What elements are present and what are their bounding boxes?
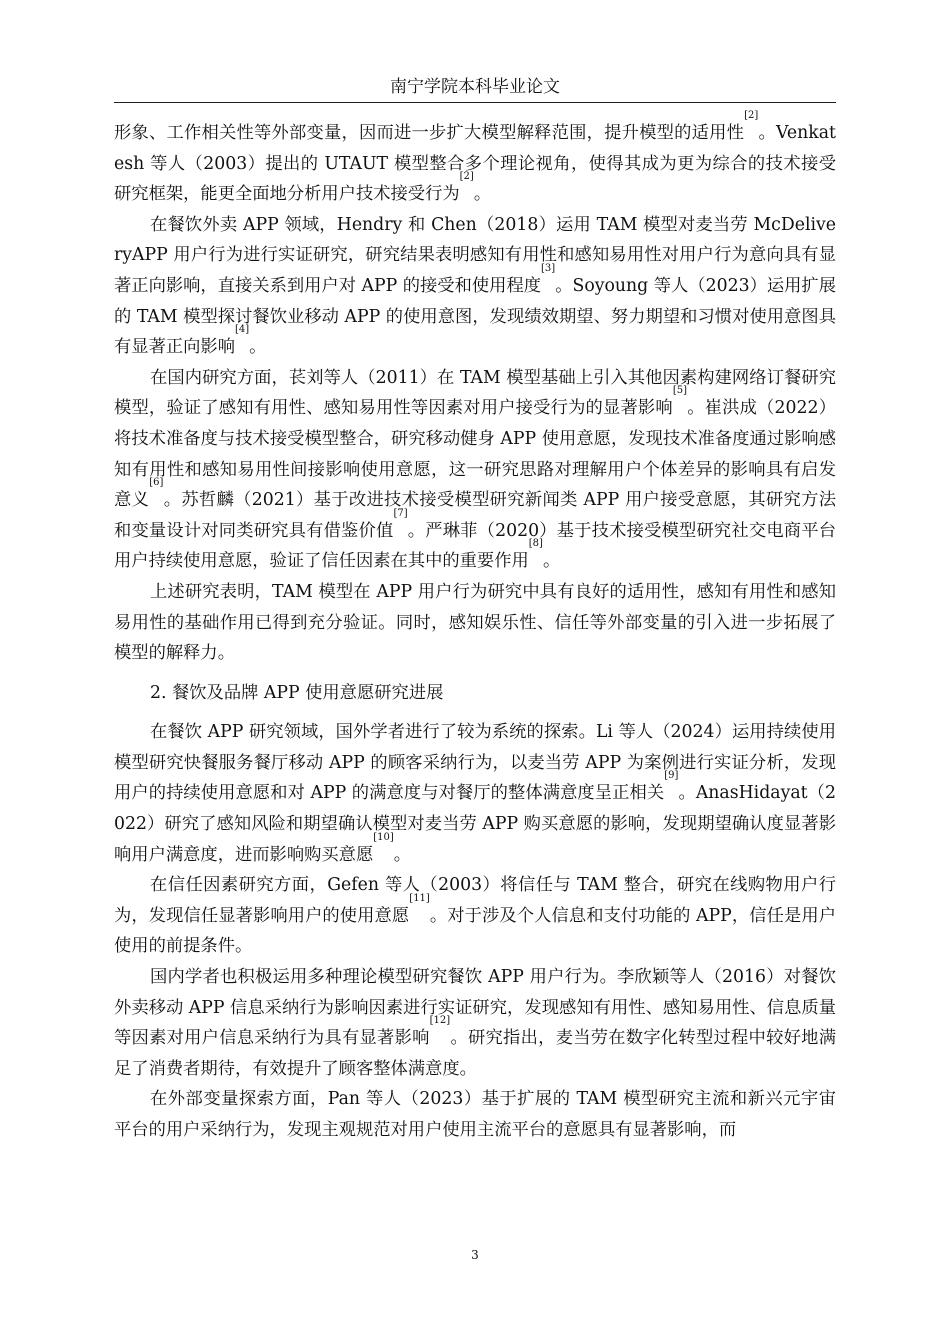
citation: [2] — [459, 171, 474, 183]
section-heading: 2. 餐饮及品牌 APP 使用意愿研究进展 — [150, 682, 444, 703]
paragraph-text: 。 — [473, 184, 492, 205]
paragraph — [114, 717, 836, 870]
citation: [9] — [664, 770, 679, 782]
citation: [11] — [409, 892, 430, 904]
paragraph-text: 在餐饮外卖 APP 领域，Hendry 和 Chen（2018）运用 TAM 模型对麦当劳 McDeliveryAPP 用户行为进行实证研究，研究结果表明感知有用性和感知易用性对用户行为意向具有显著正向影响，直接关系到用户对 APP 的接受和使用程度 — [114, 214, 836, 296]
page-header: 南宁学院本科毕业论文 — [390, 77, 560, 97]
paragraph-text: 在餐饮 APP 研究领域，国外学者进行了较为系统的探索。Li 等人（2024）运用持续使用模型研究快餐服务餐厅移动 APP 的顾客采纳行为，以麦当劳 APP 为案例进行实证分析，发现用户的持续使用意愿和对 APP 的满意度与对餐厅的整体满意度呈正相关 — [114, 722, 836, 804]
citation: [10] — [373, 831, 394, 843]
paragraph-text: 。Soyoung 等人（2023）运用扩展的 TAM 模型探讨餐饮业移动 APP 的使用意图，发现绩效期望、努力期望和习惯对使用意图具有显著正向影响 — [114, 275, 836, 358]
paragraph-text: 在信任因素研究方面，Gefen 等人（2003）将信任与 TAM 整合，研究在线购物用户行为，发现信任显著影响用户的使用意愿 — [114, 875, 836, 926]
paragraph-text: 上述研究表明，TAM 模型在 APP 用户行为研究中具有良好的适用性，感知有用性和感知易用性的基础作用已得到充分验证。同时，感知娱乐性、信任等外部变量的引入进一步拓展了模型的解释力。 — [114, 581, 836, 664]
paragraph-text: 。苏哲麟（2021）基于改进技术接受模型研究新闻类 APP 用户接受意愿，其研究方法和变量设计对同类研究具有借鉴价值 — [114, 490, 836, 541]
citation: [6] — [149, 477, 164, 489]
citation: [8] — [528, 538, 543, 550]
paragraph-text: 。严琳菲（2020）基于技术接受模型研究社交电商平台用户持续使用意愿，验证了信任因素在其中的重要作用 — [114, 520, 836, 572]
paragraph — [114, 870, 836, 962]
paragraph-text: 在外部变量探索方面，Pan 等人（2023）基于扩展的 TAM 模型研究主流和新兴元宇宙平台的用户采纳行为，发现主观规范对用户使用主流平台的意愿具有显著影响，而 — [114, 1089, 836, 1140]
paragraph-text: 在国内研究方面，苌刘等人（2011）在 TAM 模型基础上引入其他因素构建网络订餐研究模型，验证了感知有用性、感知易用性等因素对用户接受行为的显著影响 — [114, 367, 836, 419]
paragraph-text: 。研究指出，麦当劳在数字化转型过程中较好地满足了消费者期待，有效提升了顾客整体满意度。 — [114, 1028, 836, 1079]
citation: [2] — [744, 110, 759, 121]
header-rule — [114, 102, 836, 103]
paragraph-text: 国内学者也积极运用多种理论模型研究餐饮 APP 用户行为。李欣颖等人（2016）对餐饮外卖移动 APP 信息采纳行为影响因素进行实证研究，发现感知有用性、感知易用性、信息质量等因素对用户信息采纳行为具有显著影响 — [114, 967, 836, 1049]
citation: [5] — [672, 385, 688, 397]
paragraph-text: 形象、工作相关性等外部变量，因而进一步扩大模型解释范围，提升模型的适用性 — [114, 123, 745, 143]
paragraph — [114, 1084, 836, 1145]
citation: [4] — [234, 324, 250, 336]
paragraph — [114, 110, 836, 210]
paragraph — [114, 210, 836, 363]
page-number: 3 — [471, 1248, 479, 1262]
paragraph — [114, 962, 836, 1084]
citation: [12] — [429, 1015, 451, 1027]
paragraph-text: 。 — [249, 337, 267, 358]
paragraph — [114, 363, 836, 577]
paragraph — [114, 577, 836, 669]
paragraph-text: 。AnasHidayat（2022）研究了感知风险和期望确认模型对麦当劳 APP 购买意愿的影响，发现期望确认度显著影响用户满意度，进而影响购买意愿 — [114, 783, 837, 865]
citation: [3] — [541, 262, 556, 274]
paragraph-text: 。对于涉及个人信息和支付功能的 APP，信任是用户使用的前提条件。 — [114, 905, 836, 957]
paragraph-text: 。崔洪成（2022）将技术准备度与技术接受模型整合，研究移动健身 APP 使用意愿，发现技术准备度通过影响感知有用性和感知易用性间接影响使用意愿，这一研究思路对理解用户个体差异的影响具有启发意义 — [114, 398, 836, 511]
paragraph-text: 。 — [393, 844, 412, 865]
paragraph-text: 。 — [542, 551, 561, 572]
body-text — [114, 110, 837, 1146]
paragraph-text: 。Venkatesh 等人（2003）提出的 UTAUT 模型整合多个理论视角，使得其成为更为综合的技术接受研究框架，能更全面地分析用户技术接受行为 — [114, 123, 836, 205]
citation: [7] — [393, 507, 408, 519]
